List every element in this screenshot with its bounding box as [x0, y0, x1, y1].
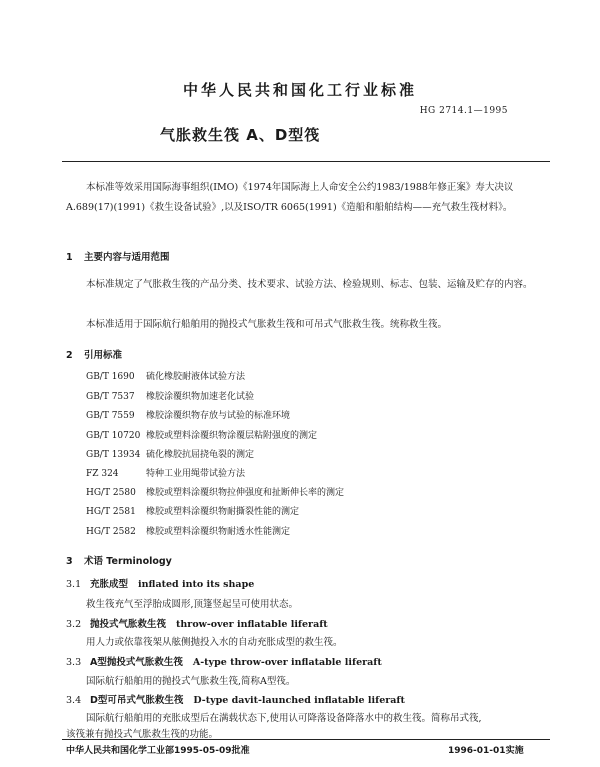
reference-code: GB/T 7559 [86, 411, 135, 421]
reference-title: 橡胶或塑料涂覆织物耐撕裂性能的测定 [146, 507, 300, 517]
section-heading-3 [66, 553, 172, 567]
term-english: inflated into its shape [138, 579, 255, 590]
section-1-paragraph-2: 本标准适用于国际航行船舶用的抛投式气胀救生筏和可吊式气胀救生筏。统称救生筏。 [86, 319, 448, 330]
reference-code: HG/T 2580 [86, 488, 136, 498]
term-entry [66, 576, 254, 590]
term-english: throw-over inflatable liferaft [176, 619, 328, 630]
section-title: 引用标准 [84, 350, 123, 361]
header-divider [62, 161, 550, 162]
term-english: A-type throw-over inflatable liferaft [192, 657, 382, 668]
section-heading-1 [66, 249, 170, 263]
reference-title: 橡胶涂覆织物加速老化试验 [146, 392, 255, 402]
reference-code: GB/T 7537 [86, 392, 135, 402]
term-number: 3.1 [66, 579, 82, 590]
term-number: 3.4 [66, 695, 82, 706]
reference-code: HG/T 2582 [86, 527, 136, 537]
effective-date: 1996-01-01实施 [448, 746, 524, 756]
term-definition: 国际航行船舶用的抛投式气胀救生筏,简称A型筏。 [86, 676, 296, 687]
reference-item [86, 468, 245, 480]
intro-paragraph: 本标准等效采用国际海事组织(IMO)《1974年国际海上人命安全公约1983/1988年修正案》寿大决议A.689(17)(1991)《救生设备试验》,以及ISO/TR 6065(1991)《造船和船舶结构——充气救生筏材料》。 [66, 182, 514, 213]
reference-title: 橡胶或塑料涂覆织物耐透水性能测定 [146, 527, 291, 537]
term-chinese: 充胀成型 [90, 579, 129, 590]
section-title: 主要内容与适用范围 [84, 252, 170, 263]
section-number: 2 [66, 350, 73, 361]
reference-item [86, 391, 254, 403]
standard-title: 中华人民共和国化工行业标准 [182, 81, 417, 99]
standard-code: HG 2714.1—1995 [419, 106, 508, 116]
reference-title: 硫化橡胶抗屈挠龟裂的测定 [146, 450, 255, 460]
term-english: D-type davit-launched inflatable liferaft [193, 695, 405, 706]
term-definition: 用人力或依靠筏架从舷侧抛投入水的自动充胀成型的救生筏。 [86, 637, 343, 648]
approval-info: 中华人民共和国化学工业部1995-05-09批准 [66, 746, 250, 756]
term-entry [66, 692, 405, 706]
reference-item [86, 449, 254, 461]
reference-item [86, 430, 317, 442]
term-chinese: 抛投式气胀救生筏 [90, 619, 167, 630]
term-number: 3.3 [66, 657, 82, 668]
term-number: 3.2 [66, 619, 82, 630]
section-1-paragraph-1: 本标准规定了气胀救生筏的产品分类、技术要求、试验方法、检验规则、标志、包装、运输及贮存的内容。 [86, 279, 533, 290]
section-number: 1 [66, 252, 73, 263]
reference-title: 特种工业用绳带试验方法 [146, 469, 246, 479]
term-chinese: A型抛投式气胀救生筏 [90, 657, 183, 668]
section-title: 术语 Terminology [84, 556, 172, 567]
document-title: 气胀救生筏 A、D型筏 [160, 126, 321, 144]
term-chinese: D型可吊式气胀救生筏 [90, 695, 184, 706]
term-definition: 国际航行船舶用的充胀成型后在满载状态下,使用认可降落设备降落水中的救生筏。简称吊式筏, [86, 713, 482, 724]
section-heading-2 [66, 347, 122, 361]
term-entry [66, 654, 382, 668]
reference-title: 橡胶或塑料涂覆织物拉伸强度和扯断伸长率的测定 [146, 488, 345, 498]
term-entry [66, 616, 328, 630]
term-definition: 该筏兼有抛投式气胀救生筏的功能。 [66, 729, 219, 740]
reference-item [86, 410, 290, 422]
reference-item [86, 371, 245, 383]
reference-code: GB/T 1690 [86, 372, 135, 382]
reference-title: 橡胶涂覆织物存放与试验的标准环境 [146, 411, 291, 421]
section-number: 3 [66, 556, 73, 567]
footer-divider [62, 739, 550, 740]
reference-code: GB/T 13934 [86, 450, 141, 460]
reference-item [86, 506, 299, 518]
reference-title: 硫化橡胶耐液体试验方法 [146, 372, 246, 382]
reference-item [86, 487, 344, 499]
reference-item [86, 526, 290, 538]
reference-code: FZ 324 [86, 469, 119, 479]
reference-title: 橡胶或塑料涂覆织物涂覆层粘附强度的测定 [146, 431, 318, 441]
reference-code: HG/T 2581 [86, 507, 136, 517]
term-definition: 救生筏充气至浮胎成圆形,顶篷竖起呈可使用状态。 [86, 599, 299, 610]
reference-code: GB/T 10720 [86, 431, 141, 441]
